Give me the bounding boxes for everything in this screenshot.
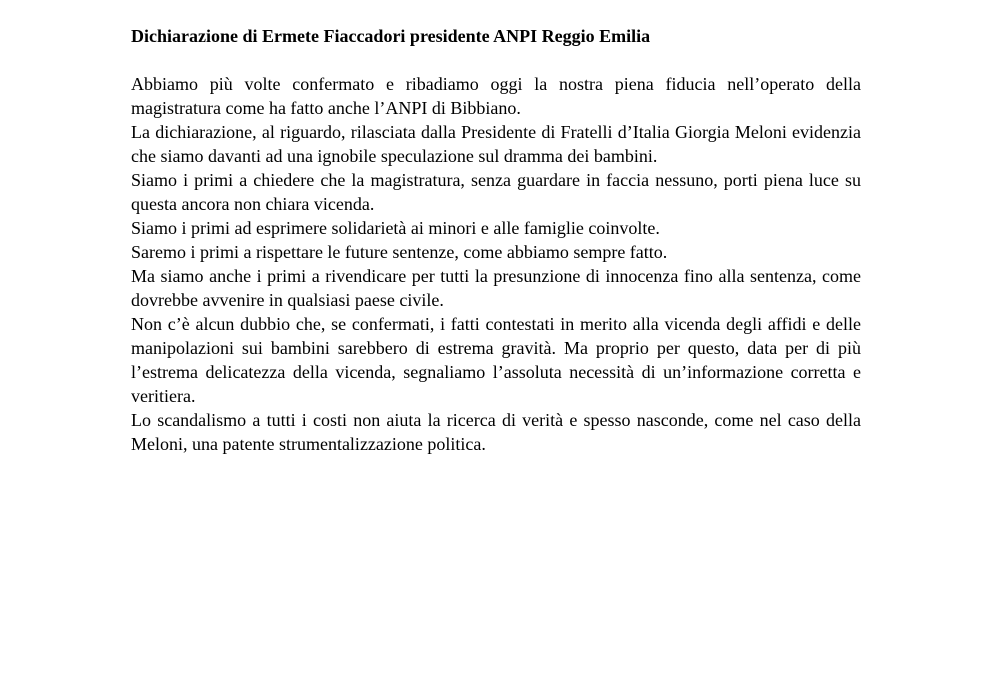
- paragraph: Ma siamo anche i primi a rivendicare per tutti la presunzione di innocenza fino alla sentenza, come dovrebbe avvenire in qualsiasi paese civile.: [131, 266, 861, 310]
- document-body: [131, 24, 861, 456]
- document-title: Dichiarazione di Ermete Fiaccadori presidente ANPI Reggio Emilia: [131, 26, 651, 46]
- paragraph: Siamo i primi a chiedere che la magistratura, senza guardare in faccia nessuno, porti piena luce su questa ancora non chiara vicenda.: [131, 170, 861, 214]
- paragraph: Saremo i primi a rispettare le future sentenze, come abbiamo sempre fatto.: [131, 242, 668, 262]
- paragraph: Siamo i primi ad esprimere solidarietà ai minori e alle famiglie coinvolte.: [131, 218, 660, 238]
- paragraph: Lo scandalismo a tutti i costi non aiuta la ricerca di verità e spesso nasconde, come nel caso della Meloni, una patente strumentalizzazione politica.: [131, 410, 861, 454]
- paragraph: La dichiarazione, al riguardo, rilasciata dalla Presidente di Fratelli d’Italia Giorgia Meloni evidenzia che siamo davanti ad una ignobile speculazione sul dramma dei bambini.: [131, 122, 861, 166]
- paragraph: Abbiamo più volte confermato e ribadiamo oggi la nostra piena fiducia nell’operato della magistratura come ha fatto anche l’ANPI di Bibbiano.: [131, 74, 861, 118]
- paragraph: Non c’è alcun dubbio che, se confermati, i fatti contestati in merito alla vicenda degli affidi e delle manipolazioni sui bambini sarebbero di estrema gravità. Ma proprio per questo, data per di più l’estrema delicatezza della vicenda, segnaliamo l’assoluta necessità di un’informazione corretta e veritiera.: [131, 314, 861, 406]
